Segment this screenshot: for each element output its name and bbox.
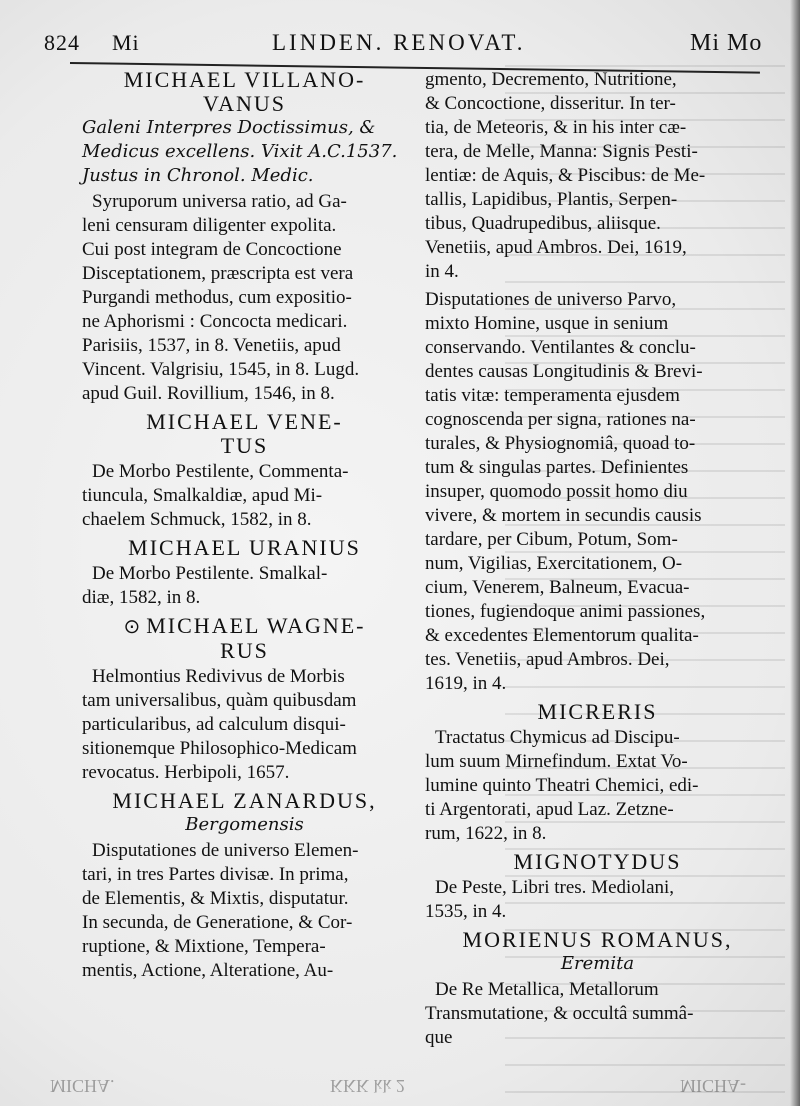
text-line: lumine quinto Theatri Chemici, edi- (425, 775, 699, 796)
note-line: Eremita (560, 953, 635, 974)
text-line: mentis, Actione, Alteratione, Au- (82, 960, 334, 981)
heading-text: TUS (220, 433, 269, 458)
text-line: Venetiis, apud Ambros. Dei, 1619, (425, 237, 687, 258)
right-column (425, 66, 770, 1054)
text-line: & excedentes Elementorum qualita- (425, 625, 699, 646)
entry (82, 410, 407, 532)
text-line: Vincent. Valgrisiu, 1545, in 8. Lugd. (82, 359, 360, 380)
text-line: cium, Venerem, Balneum, Evacua- (425, 577, 690, 598)
entry-text (425, 876, 770, 924)
text-line: Disputationes de universo Parvo, (425, 289, 677, 310)
entry-heading (82, 536, 407, 560)
text-line: num, Vigilias, Exercitationem, O- (425, 553, 683, 574)
text-line: De Re Metallica, Metallorum (435, 979, 659, 1000)
text-line: Cui post integram de Concoctione (82, 239, 342, 260)
heading-line (425, 700, 770, 724)
text-line: tam universalibus, quàm quibusdam (82, 690, 357, 711)
footer-left: MICHA. (50, 1076, 115, 1096)
entry-text (82, 562, 407, 610)
entry-text (82, 839, 407, 983)
heading-line (82, 434, 407, 458)
text-line: tiones, fugiendoque animi passiones, (425, 601, 706, 622)
author-note (82, 813, 407, 837)
page-edge-shadow (790, 0, 800, 1106)
text-line: turales, & Physiognomiâ, quoad to- (425, 433, 696, 454)
text-line: Helmontius Redivivus de Morbis (92, 666, 345, 687)
entry-text (425, 978, 770, 1050)
text-line: insuper, quomodo possit homo diu (425, 481, 688, 502)
heading-line (82, 68, 407, 92)
note-line: Bergomensis (185, 814, 304, 835)
text-line: tallis, Lapidibus, Plantis, Serpen- (425, 189, 678, 210)
page-number: 824 (44, 30, 80, 55)
heading-line (82, 92, 407, 116)
entry (82, 68, 407, 406)
text-line: De Morbo Pestilente. Smalkal- (92, 563, 328, 584)
text-line: Disceptationem, præscripta est vera (82, 263, 354, 284)
heading-text: RUS (220, 638, 269, 663)
text-line: de Elementis, & Mixtis, disputatur. (82, 888, 349, 909)
text-line: Syruporum universa ratio, ad Ga- (92, 191, 347, 212)
entry-text (82, 665, 407, 785)
circled-dot-icon: ⊙ (123, 616, 143, 638)
text-line: tera, de Melle, Manna: Signis Pesti- (425, 141, 698, 162)
text-line: 1535, in 4. (425, 901, 507, 922)
entry (425, 288, 770, 696)
text-line: Transmutatione, & occultâ summâ- (425, 1003, 694, 1024)
heading-text: MICHAEL URANIUS (128, 535, 361, 560)
note-line: Medicus excellens. Vixit A.C.1537. (82, 141, 398, 162)
entry-heading (425, 850, 770, 874)
author-note (82, 116, 407, 188)
text-line: tardare, per Cibum, Potum, Som- (425, 529, 678, 550)
entry (82, 536, 407, 610)
text-line: tum & singulas partes. Definientes (425, 457, 689, 478)
text-line: cognoscenda per signa, rationes na- (425, 409, 696, 430)
heading-line (425, 928, 770, 952)
entry-heading (425, 700, 770, 724)
note-line: Justus in Chronol. Medic. (82, 165, 314, 186)
header-left-abbrev: Mi (112, 30, 140, 55)
text-line: Disputationes de universo Elemen- (92, 840, 359, 861)
text-line: dentes causas Longitudinis & Brevi- (425, 361, 703, 382)
text-line: diæ, 1582, in 8. (82, 587, 201, 608)
text-line: lentiæ: de Aquis, & Piscibus: de Me- (425, 165, 706, 186)
text-line: sitionemque Philosophico-Medicam (82, 738, 357, 759)
entry-text (82, 190, 407, 406)
footer-middle: KKK kk 2 (330, 1076, 405, 1096)
entry-text (425, 288, 770, 696)
entry (425, 68, 770, 284)
entry (82, 614, 407, 785)
entry-heading (82, 410, 407, 458)
heading-line (82, 789, 407, 813)
entry-heading (425, 928, 770, 952)
text-line: tiuncula, Smalkaldiæ, apud Mi- (82, 485, 323, 506)
text-line: tes. Venetiis, apud Ambros. Dei, (425, 649, 670, 670)
text-line: Parisiis, 1537, in 8. Venetiis, apud (82, 335, 341, 356)
text-line: leni censuram diligenter expolita. (82, 215, 337, 236)
heading-text: MICHAEL WAGNE- (146, 613, 366, 638)
text-line: vivere, & mortem in secundis causis (425, 505, 702, 526)
heading-text: VANUS (203, 91, 286, 116)
text-line: que (425, 1027, 453, 1048)
heading-text: MICRERIS (537, 699, 658, 724)
entry-heading (82, 789, 407, 813)
heading-line (425, 850, 770, 874)
header-right-abbrev: Mi Mo (690, 30, 763, 56)
note-line: Galeni Interpres Doctissimus, & (82, 117, 376, 138)
text-line: tibus, Quadrupedibus, aliisque. (425, 213, 661, 234)
text-line: lum suum Mirnefindum. Extat Vo- (425, 751, 688, 772)
text-line: particularibus, ad calculum disqui- (82, 714, 346, 735)
heading-text: MICHAEL VENE- (146, 409, 343, 434)
text-line: revocatus. Herbipoli, 1657. (82, 762, 290, 783)
footer-right: MICHA- (680, 1076, 746, 1096)
running-title: LINDEN. RENOVAT. (272, 30, 526, 55)
text-line: gmento, Decremento, Nutritione, (425, 69, 677, 90)
heading-text: MICHAEL ZANARDUS, (112, 788, 377, 813)
text-line: & Concoctione, disseritur. In ter- (425, 93, 676, 114)
entry-heading (82, 614, 407, 663)
entry (425, 700, 770, 846)
entry-text (425, 726, 770, 846)
text-line: ruptione, & Mixtione, Tempera- (82, 936, 326, 957)
heading-text: MICHAEL VILLANO- (123, 67, 366, 92)
heading-line (82, 536, 407, 560)
text-line: Purgandi methodus, cum expositio- (82, 287, 352, 308)
author-note (425, 952, 770, 976)
entry (82, 789, 407, 983)
text-line: ne Aphorismi : Concocta medicari. (82, 311, 348, 332)
left-column (82, 68, 407, 987)
text-line: tatis vitæ: temperamenta ejusdem (425, 385, 680, 406)
text-line: Tractatus Chymicus ad Discipu- (435, 727, 680, 748)
text-line: 1619, in 4. (425, 673, 507, 694)
heading-text: MORIENUS ROMANUS, (462, 927, 733, 952)
entry-text (82, 460, 407, 532)
heading-line (82, 410, 407, 434)
entry-heading (82, 68, 407, 116)
text-line: mixto Homine, usque in senium (425, 313, 669, 334)
entry (425, 850, 770, 924)
heading-line (82, 639, 407, 663)
entry-text (425, 68, 770, 284)
heading-text: MIGNOTYDUS (513, 849, 682, 874)
heading-line (82, 614, 407, 639)
text-line: apud Guil. Rovillium, 1546, in 8. (82, 383, 335, 404)
text-line: conservando. Ventilantes & conclu- (425, 337, 696, 358)
text-line: De Peste, Libri tres. Mediolani, (435, 877, 675, 898)
page-footer-show-through (0, 1075, 800, 1100)
text-line: ti Argentorati, apud Laz. Zetzne- (425, 799, 674, 820)
text-line: tari, in tres Partes divisæ. In prima, (82, 864, 349, 885)
text-line: chaelem Schmuck, 1582, in 8. (82, 509, 312, 530)
text-line: tia, de Meteoris, & in his inter cæ- (425, 117, 687, 138)
entry (425, 928, 770, 1050)
text-line: De Morbo Pestilente, Commenta- (92, 461, 349, 482)
text-line: in 4. (425, 261, 459, 282)
text-line: rum, 1622, in 8. (425, 823, 547, 844)
text-line: In secunda, de Generatione, & Cor- (82, 912, 353, 933)
